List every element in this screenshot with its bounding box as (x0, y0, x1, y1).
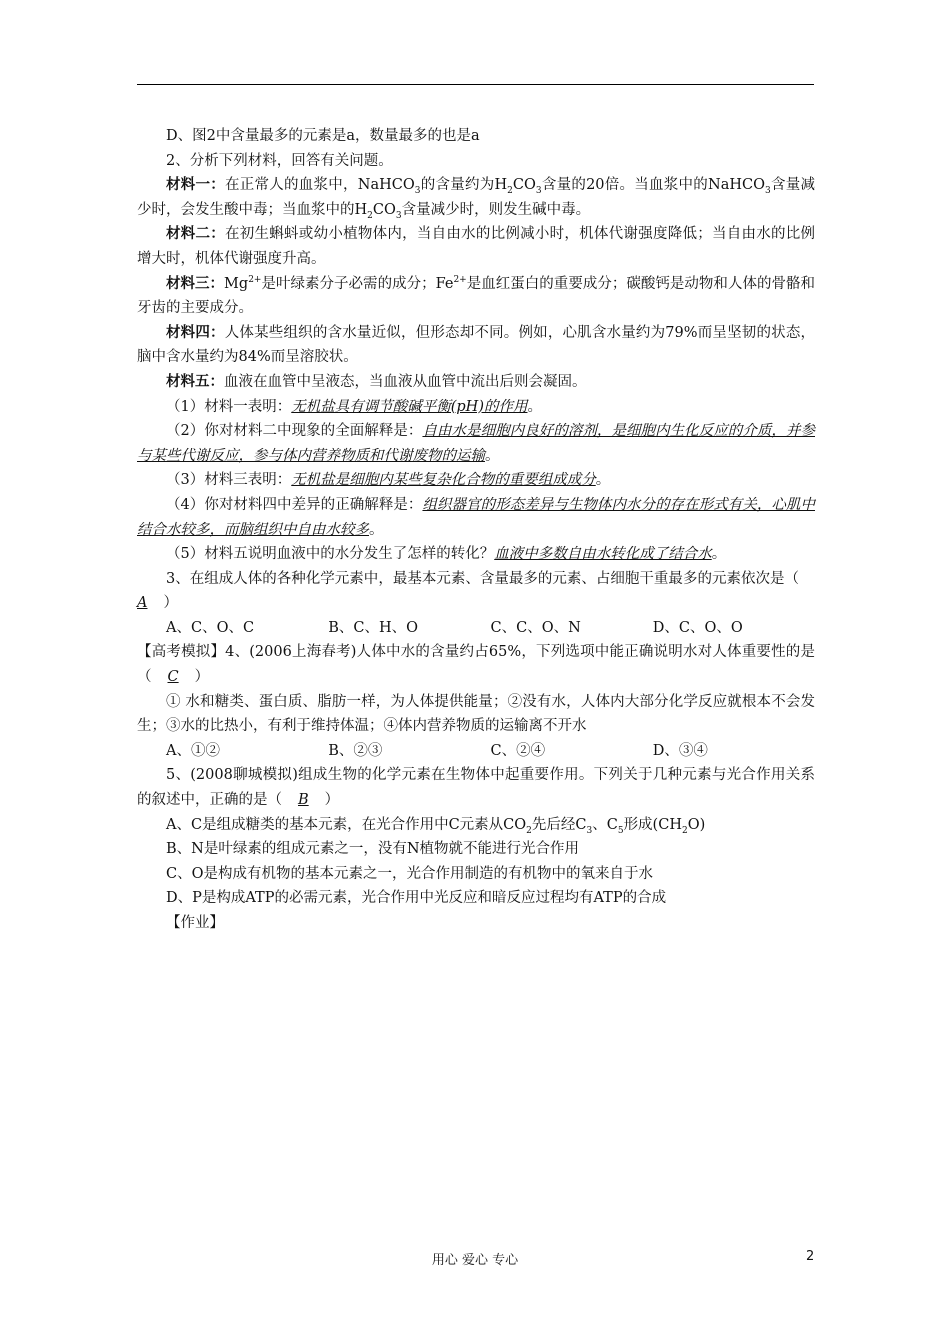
punct: 。 (527, 398, 542, 415)
material-5-label: 材料五： (166, 372, 224, 390)
subquestion-4 (137, 493, 815, 542)
material-3 (137, 272, 815, 321)
subquestion-1 (137, 395, 815, 420)
material-1-text: 在正常人的血浆中，NaHCO (225, 177, 415, 194)
material-1-text: 的含量约为H (420, 177, 508, 194)
homework-heading: 【作业】 (166, 915, 224, 931)
sub: 2 (507, 186, 513, 197)
option-d: D、③④ (652, 742, 708, 759)
question-text: （1）材料一表明： (166, 398, 292, 415)
page-footer: 用心 爱心 专心 (431, 1253, 519, 1268)
subquestion-3 (137, 468, 815, 493)
answer-text: 血液中多数自由水转化成了结合水 (494, 546, 712, 563)
sub: 3 (414, 186, 421, 197)
material-1 (137, 173, 815, 222)
punct: 。 (711, 546, 727, 563)
material-1-text: CO (512, 177, 536, 194)
option-a: A、①② (166, 742, 220, 759)
punct: 。 (595, 472, 611, 489)
material-3-text: Mg (224, 275, 249, 292)
material-1-text: 含量的20倍。当血浆中的NaHCO (541, 177, 765, 194)
option-d: D、C、O、O (652, 619, 743, 636)
answer-text: 无机盐具有调节酸碱平衡(pH)的作用 (291, 398, 528, 415)
question-text: （4）你对材料四中差异的正确解释是： (166, 496, 423, 513)
material-2 (137, 222, 815, 271)
material-4 (137, 321, 815, 370)
material-3-text: 是血红蛋白的重要成分；碳酸钙是动物和人体的骨骼和牙齿的主要成分。 (137, 275, 815, 317)
sub: 3 (765, 186, 771, 197)
q4-stem (137, 640, 815, 689)
sub: 2 (367, 210, 373, 221)
page-number: 2 (806, 1249, 815, 1264)
punct: ） (324, 792, 340, 809)
document-body (137, 124, 815, 936)
material-1-label: 材料一： (166, 176, 226, 194)
q5-option-c: C、O是构成有机物的基本元素之一，光合作用制造的有机物中的氧来自于水 (166, 865, 653, 882)
option-b: B、②③ (328, 742, 383, 759)
sup: 2+ (453, 274, 467, 285)
option-text: 、C (592, 816, 618, 833)
material-3-text: 是叶绿素分子必需的成分；Fe (261, 275, 454, 292)
answer-letter: C (167, 669, 179, 686)
option-text: 先后经C (531, 816, 587, 833)
material-2-text: 在初生蝌蚪或幼小植物体内，当自由水的比例减小时，机体代谢强度降低；当自由水的比例增大时，机体代谢强度升高。 (137, 226, 816, 267)
answer-letter: B (298, 792, 309, 809)
answer-text: 无机盐是细胞内某些复杂化合物的重要组成成分 (291, 472, 596, 489)
option-text: A、C是组成糖类的基本元素，在光合作用中C元素从CO (166, 816, 527, 833)
subquestion-5 (137, 542, 815, 567)
option-c: C、C、O、N (490, 619, 581, 636)
question-text: （3）材料三表明： (166, 472, 292, 489)
q4-body: ① 水和糖类、蛋白质、脂肪一样，为人体提供能量；②没有水，人体内大部分化学反应就根本不会发生；③水的比热小，有利于维持体温；④体内营养物质的运输离不开水 (137, 693, 815, 735)
sub: 3 (586, 825, 593, 836)
q5-option-d: D、P是构成ATP的必需元素，光合作用中光反应和暗反应过程均有ATP的合成 (166, 890, 667, 907)
q5-option-b: B、N是叶绿素的组成元素之一，没有N植物就不能进行光合作用 (166, 841, 580, 858)
material-1-text: 含量减少时，则发生碱中毒。 (401, 201, 591, 218)
punct: ） (163, 595, 178, 612)
punct: 。 (369, 521, 384, 538)
material-3-label: 材料三： (166, 274, 225, 292)
material-1-text: 含量减少时，会发生酸中毒；当血浆中的H (137, 177, 815, 218)
sub: 2 (526, 825, 532, 836)
sup: 2+ (248, 274, 262, 285)
sub: 3 (395, 210, 402, 221)
answer-letter: A (137, 595, 148, 612)
q1-option-d: D、图2中含量最多的元素是a，数量最多的也是a (166, 128, 480, 144)
material-1-text: CO (372, 201, 396, 218)
option-b: B、C、H、O (328, 619, 419, 636)
subquestion-2 (137, 419, 815, 468)
q2-stem: 2、分析下列材料，回答有关问题。 (166, 152, 393, 169)
answer-text: 组织器官的形态差异与生物体内水分的存在形式有关，心肌中结合水较多，而脑组织中自由水较多 (137, 496, 815, 538)
option-a: A、C、O、C (166, 619, 255, 636)
question-text: 【高考模拟】4、(2006上海春考)人体中水的含量约占65%，下列选项中能正确说明水对人体重要性的是（ (137, 644, 815, 686)
question-text: （2）你对材料二中现象的全面解释是： (166, 423, 423, 440)
question-text: （5）材料五说明血液中的水分发生了怎样的转化？ (166, 546, 495, 563)
material-4-text: 人体某些组织的含水量近似，但形态却不同。例如，心肌含水量约为79%而呈坚韧的状态，脑中含水量约为84%而呈溶胶状。 (137, 324, 816, 366)
sub: 5 (617, 825, 624, 836)
header-rule (137, 84, 814, 85)
q3-options (137, 616, 815, 641)
sub: 3 (535, 186, 542, 197)
punct: ） (194, 669, 210, 686)
sub: 2 (681, 825, 688, 836)
q4-options (137, 739, 815, 764)
material-4-label: 材料四： (166, 323, 225, 341)
material-5-text: 血液在血管中呈液态，当血液从血管中流出后则会凝固。 (224, 373, 587, 390)
material-5 (137, 370, 815, 395)
q5-option-a (137, 813, 815, 838)
option-text: O) (687, 816, 706, 833)
material-2-label: 材料二： (166, 225, 226, 243)
q3-stem (137, 567, 815, 616)
option-c: C、②④ (490, 742, 546, 759)
punct: 。 (485, 447, 500, 464)
option-text: 形成(CH (623, 816, 682, 833)
question-text: 3、在组成人体的各种化学元素中，最基本元素、含量最多的元素、占细胞干重最多的元素依次是（ (166, 570, 799, 587)
question-text: 5、(2008聊城模拟)组成生物的化学元素在生物体中起重要作用。下列关于几种元素与光合作用关系的叙述中，正确的是（ (137, 767, 815, 809)
q5-stem (137, 763, 815, 812)
answer-text: 自由水是细胞内良好的溶剂，是细胞内生化反应的介质，并参与某些代谢反应，参与体内营养物质和代谢废物的运输 (137, 423, 815, 464)
